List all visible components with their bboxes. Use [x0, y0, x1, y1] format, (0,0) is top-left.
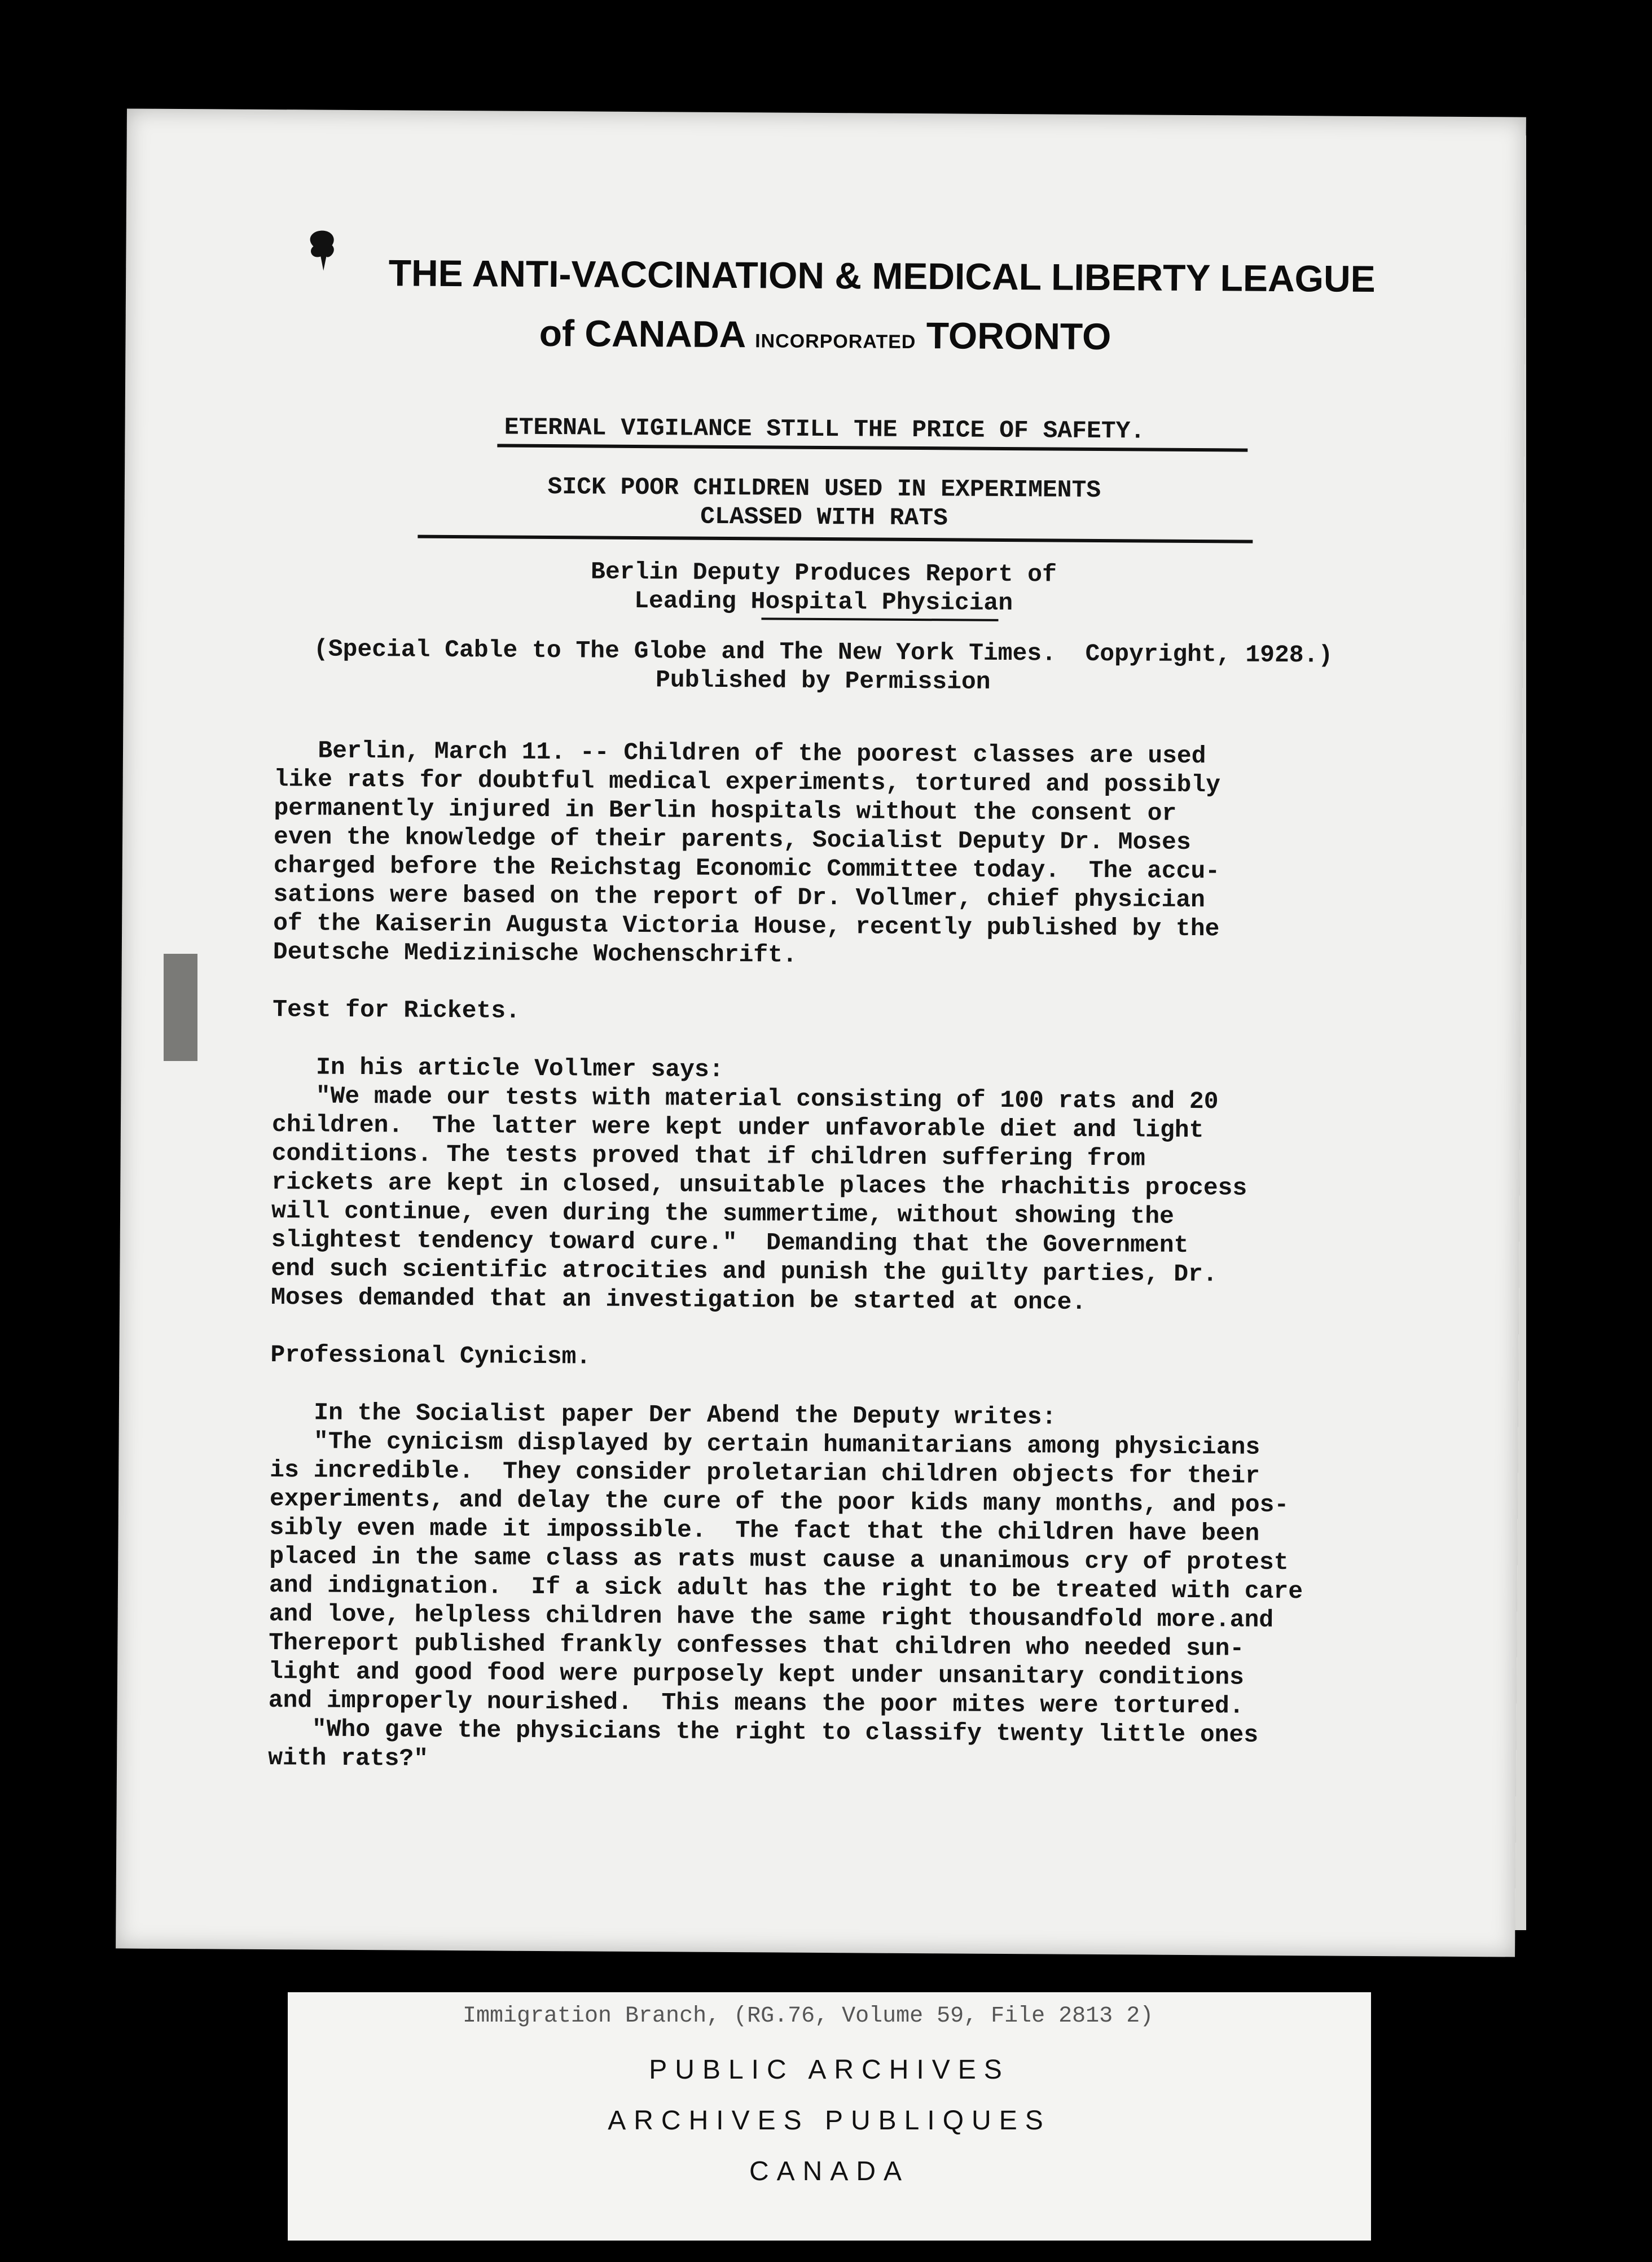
league-title: THE ANTI-VACCINATION & MEDICAL LIBERTY LEAGUE: [388, 252, 1376, 300]
subhead-line1: Berlin Deputy Produces Report of: [590, 558, 1057, 589]
article-line: and love, helpless children have the same right thousandfold more.and: [269, 1600, 1274, 1634]
archive-line-english: PUBLIC ARCHIVES: [649, 2055, 1010, 2085]
article-body: [268, 736, 1308, 1778]
subhead-line2: Leading Hospital Physician: [634, 586, 1013, 617]
article-line: of the Kaiserin Augusta Victoria House, recently published by the: [273, 909, 1220, 943]
slogan-headline: ETERNAL VIGILANCE STILL THE PRICE OF SAFETY.: [504, 413, 1145, 445]
headline-rule: [418, 535, 1253, 543]
article-line: with rats?": [267, 1744, 429, 1773]
article-line: "The cynicism displayed by certain humanitarians among physicians: [270, 1427, 1260, 1461]
article-line: rickets are kept in closed, unsuitable places the rhachitis process: [271, 1168, 1247, 1202]
league-subtitle: [125, 309, 1524, 360]
subtitle-incorporated: INCORPORATED: [755, 330, 916, 353]
article-line: will continue, even during the summertime, without showing the: [271, 1197, 1175, 1230]
archive-reference-text: Immigration Branch, (RG.76, Volume 59, File 2813: [463, 2004, 1113, 2029]
article-line: In the Socialist paper Der Abend the Deputy writes:: [270, 1399, 1057, 1431]
article-line: In his article Vollmer says:: [272, 1053, 724, 1084]
archive-line-french: ARCHIVES PUBLIQUES: [608, 2106, 1051, 2136]
article-line: Professional Cynicism.: [270, 1341, 591, 1371]
credit-line2: Published by Permission: [655, 666, 991, 696]
article-line: even the knowledge of their parents, Socialist Deputy Dr. Moses: [273, 823, 1191, 856]
article-line: charged before the Reichstag Economic Committee today. The accu-: [273, 852, 1220, 885]
main-headline-line2: CLASSED WITH RATS: [700, 502, 948, 532]
article-line: permanently injured in Berlin hospitals without the consent or: [274, 794, 1177, 827]
article-line: children. The latter were kept under unfavorable diet and light: [271, 1111, 1204, 1145]
article-line: slightest tendency toward cure." Demanding that the Government: [271, 1226, 1189, 1259]
archive-reference-part: 2): [1126, 2004, 1154, 2029]
article-line: "Who gave the physicians the right to classify twenty little ones: [268, 1715, 1259, 1749]
article-line: conditions. The tests proved that if children suffering from: [271, 1139, 1146, 1173]
subtitle-country: of CANADA: [539, 312, 745, 356]
article-line: Test for Rickets.: [273, 996, 521, 1025]
file-tab: [164, 954, 197, 1061]
subtitle-city: TORONTO: [926, 314, 1111, 358]
article-line: and indignation. If a sick adult has the right to be treated with care: [269, 1571, 1303, 1606]
main-headline-line1: SICK POOR CHILDREN USED IN EXPERIMENTS: [547, 473, 1101, 505]
article-line: "We made our tests with material consisting of 100 rats and 20: [272, 1082, 1219, 1116]
article-line: experiments, and delay the cure of the poor kids many months, and pos-: [269, 1485, 1289, 1519]
article-line: Moses demanded that an investigation be started at once.: [270, 1283, 1087, 1316]
article-line: Berlin, March 11. -- Children of the poorest classes are used: [274, 737, 1206, 770]
article-line: and improperly nourished. This means the poor mites were tortured.: [268, 1686, 1244, 1720]
article-line: is incredible. They consider proletarian children objects for their: [270, 1456, 1260, 1490]
article-line: like rats for doubtful medical experiments, tortured and possibly: [274, 765, 1221, 799]
article-line: placed in the same class as rats must cause a unanimous cry of protest: [269, 1542, 1289, 1577]
archive-label: [288, 1992, 1371, 2241]
article-line: end such scientific atrocities and punish the guilty parties, Dr.: [271, 1255, 1218, 1288]
article-line: Deutsche Medizinische Wochenschrift.: [273, 938, 797, 969]
article-line: sations were based on the report of Dr. Vollmer, chief physician: [273, 880, 1206, 914]
archive-line-country: CANADA: [749, 2156, 910, 2186]
subhead-underline: [761, 617, 998, 621]
credit-line1: (Special Cable to The Globe and The New York Times. Copyright, 1928.): [313, 635, 1333, 669]
article-line: light and good food were purposely kept under unsanitary conditions: [268, 1658, 1245, 1691]
article-line: Thereport published frankly confesses that children who needed sun-: [269, 1629, 1245, 1663]
archive-reference: [463, 2004, 1153, 2029]
document-page: [116, 108, 1526, 1957]
article-line: sibly even made it impossible. The fact that the children have been: [269, 1514, 1260, 1548]
